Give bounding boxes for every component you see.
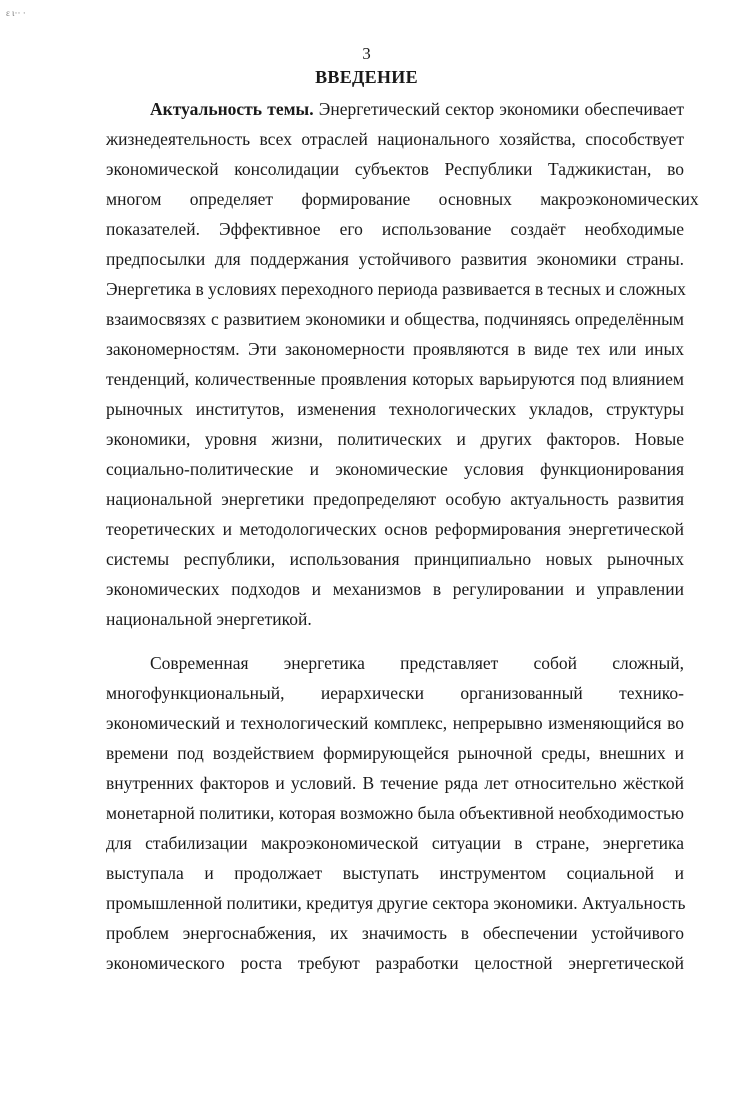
- paragraph-1-line: экономической консолидации субъектов Республики Таджикистан, во: [106, 159, 684, 179]
- paragraph-1-line-1: Актуальность темы. Энергетический сектор экономики обеспечивает: [150, 99, 684, 119]
- paragraph-1-line: показателей. Эффективное его использование создаёт необходимые: [106, 219, 684, 239]
- paragraph-2-line: экономического роста требуют разработки целостной энергетической: [106, 953, 684, 973]
- page-number: 3: [362, 44, 371, 63]
- paragraph-2-line: монетарной политики, которая возможно была объективной необходимостью: [106, 803, 684, 823]
- paragraph-1-line: национальной энергетикой.: [106, 609, 312, 629]
- paragraph-1-line: многом определяет формирование основных макроэкономических: [106, 189, 699, 209]
- paragraph-1-line: предпосылки для поддержания устойчивого развития экономики страны.: [106, 249, 684, 269]
- paragraph-1-line: теоретических и методологических основ реформирования энергетической: [106, 519, 684, 539]
- paragraph-2-line: выступала и продолжает выступать инструментом социальной и: [106, 863, 684, 883]
- paragraph-2-line: промышленной политики, кредитуя другие сектора экономики. Актуальность: [106, 893, 686, 913]
- paragraph-2-line: многофункциональный, иерархически организованный технико-: [106, 683, 684, 703]
- body-text: [106, 94, 699, 978]
- paragraph-1-line: Энергетика в условиях переходного периода развивается в тесных и сложных: [106, 279, 686, 299]
- paragraph-1-line: национальной энергетики предопределяют особую актуальность развития: [106, 489, 684, 509]
- paragraph-1-line: тенденций, количественные проявления которых варьируются под влиянием: [106, 369, 684, 389]
- paragraph-2-line: внутренних факторов и условий. В течение ряда лет относительно жёсткой: [106, 773, 684, 793]
- paragraph-2-line: Современная энергетика представляет собой сложный,: [150, 653, 684, 673]
- paragraph-1-line: системы республики, использования принципиально новых рыночных: [106, 549, 684, 569]
- paragraph-2-line: экономический и технологический комплекс, непрерывно изменяющийся во: [106, 713, 684, 733]
- scan-corner-marks: ɛ ι·· ·: [6, 8, 26, 18]
- paragraph-2-line: для стабилизации макроэкономической ситуации в стране, энергетика: [106, 833, 684, 853]
- paragraph-1-line: взаимосвязях с развитием экономики и общества, подчиняясь определённым: [106, 309, 684, 329]
- paragraph-spacer: [106, 634, 684, 648]
- paragraph-1-line: закономерностям. Эти закономерности проявляются в виде тех или иных: [106, 339, 684, 359]
- paragraph-1-lead: Актуальность темы.: [150, 99, 314, 119]
- paragraph-1-line: жизнедеятельность всех отраслей национального хозяйства, способствует: [106, 129, 684, 149]
- section-heading: ВВЕДЕНИЕ: [315, 67, 418, 87]
- paragraph-1-line: социально-политические и экономические условия функционирования: [106, 459, 684, 479]
- paragraph-1-line: рыночных институтов, изменения технологических укладов, структуры: [106, 399, 684, 419]
- paragraph-2-line: времени под воздействием формирующейся рыночной среды, внешних и: [106, 743, 684, 763]
- paragraph-1-line: экономических подходов и механизмов в регулировании и управлении: [106, 579, 684, 599]
- paragraph-2-line: проблем энергоснабжения, их значимость в обеспечении устойчивого: [106, 923, 684, 943]
- paragraph-1-line: экономики, уровня жизни, политических и других факторов. Новые: [106, 429, 684, 449]
